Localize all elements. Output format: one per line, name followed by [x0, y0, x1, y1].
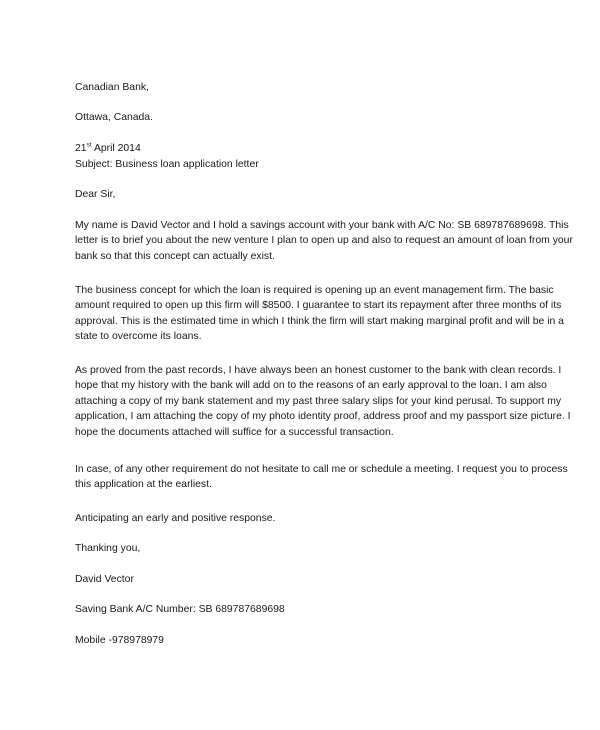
sender-name: David Vector — [75, 574, 134, 585]
paragraph-line: As proved from the past records, I have always been an honest customer to the bank with clean records. I — [75, 365, 562, 376]
recipient-location: Ottawa, Canada. — [75, 112, 153, 123]
paragraph-records — [75, 363, 571, 440]
paragraph-line: state to overcome its loans. — [75, 331, 202, 343]
subject-line: Subject: Business loan application letter — [75, 159, 259, 170]
closing-line: Thanking you, — [75, 543, 141, 554]
salutation: Dear Sir, — [75, 189, 116, 200]
paragraph-line: amount required to open up this firm will $8500. I guarantee to start its repayment after three months of its — [75, 300, 562, 312]
paragraph-line: In case, of any other requirement do not hesitate to call me or schedule a meeting. I request you to process — [75, 464, 568, 475]
recipient-name: Canadian Bank, — [75, 82, 149, 93]
paragraph-line: The business concept for which the loan is required is opening up an event management firm. The basic — [75, 285, 554, 296]
paragraph-request — [75, 462, 568, 493]
paragraph-line: approval. This is the estimated time in which I think the firm will start making marginal profit and will be in a — [75, 315, 564, 327]
paragraph-line: letter is to brief you about the new venture I plan to open up and also to request an amount of loan from your — [75, 235, 573, 247]
date-suffix: st — [86, 141, 92, 149]
anticipation-line: Anticipating an early and positive response. — [75, 513, 276, 524]
paragraph-line: bank so that this concept can actually exist. — [75, 250, 275, 262]
paragraph-line: attaching a copy of my bank statement and my past three salary slips for your kind perusal. To support my — [75, 395, 562, 407]
date-day: 21 — [75, 143, 87, 154]
paragraph-business-concept — [75, 283, 564, 345]
paragraph-line: this application at the earliest. — [75, 479, 212, 491]
paragraph-introduction — [75, 218, 573, 264]
mobile-line: Mobile -978978979 — [75, 635, 164, 646]
paragraph-line: application, I am attaching the copy of my photo identity proof, address proof and my passport size picture. I — [75, 411, 571, 423]
date-month-year: April 2014 — [91, 143, 141, 154]
paragraph-line: hope the documents attached will suffice for a successful transaction. — [75, 426, 394, 438]
letter-date — [75, 141, 141, 156]
account-number-line: Saving Bank A/C Number: SB 689787689698 — [75, 604, 285, 615]
paragraph-line: hope that my history with the bank will add on to the reasons of an early approval to the loan. I am also — [75, 380, 547, 392]
paragraph-line: My name is David Vector and I hold a savings account with your bank with A/C No: SB 689787689698. This — [75, 220, 569, 231]
